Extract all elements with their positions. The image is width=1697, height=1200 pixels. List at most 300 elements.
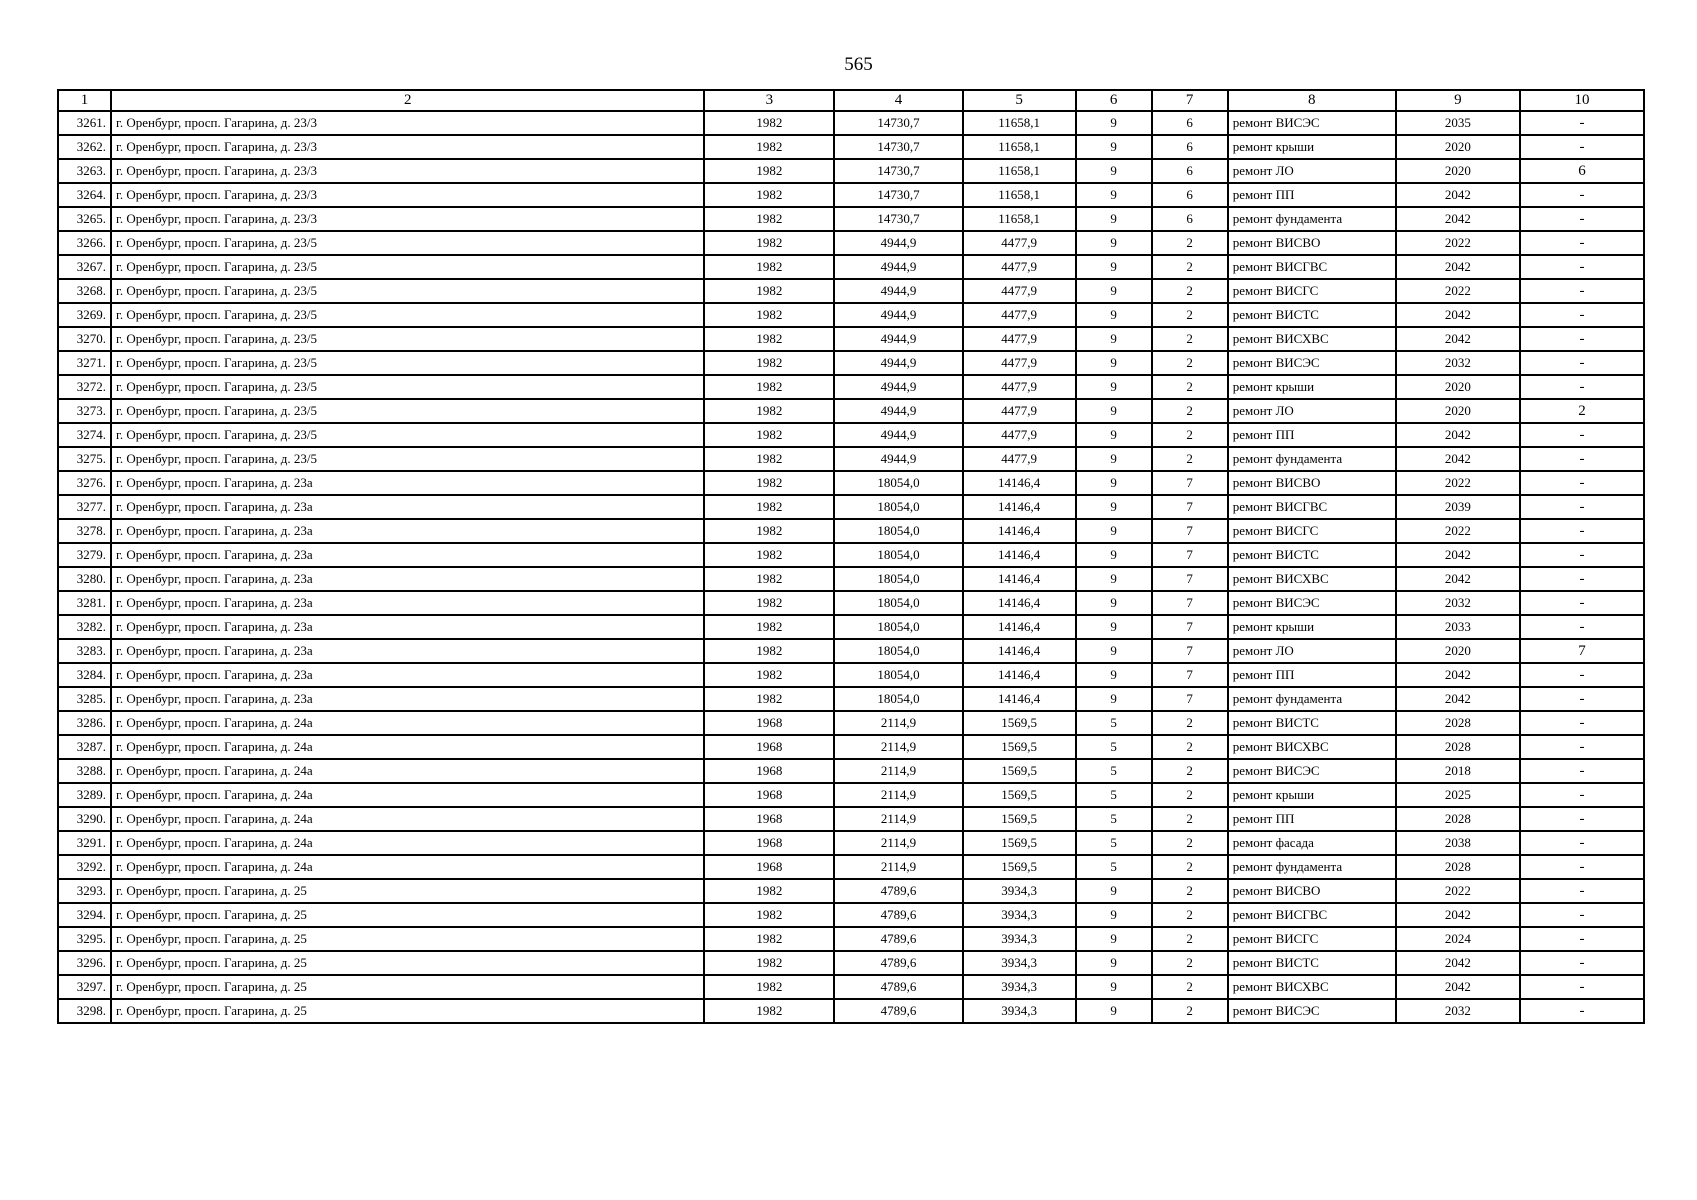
living-area-cell: 3934,3 xyxy=(963,975,1076,999)
work-type-cell: ремонт ВИСХВС xyxy=(1228,975,1396,999)
address-cell: г. Оренбург, просп. Гагарина, д. 24а xyxy=(111,759,704,783)
table-row xyxy=(58,927,1644,951)
row-number-cell: 3281. xyxy=(58,591,111,615)
living-area-cell: 4477,9 xyxy=(963,303,1076,327)
entrances-cell: 2 xyxy=(1152,951,1228,975)
address-cell: г. Оренбург, просп. Гагарина, д. 25 xyxy=(111,951,704,975)
plan-year-cell: 2032 xyxy=(1396,999,1520,1023)
row-number-cell: 3279. xyxy=(58,543,111,567)
table-row xyxy=(58,135,1644,159)
floors-cell: 9 xyxy=(1076,423,1152,447)
total-area-cell: 4789,6 xyxy=(834,879,962,903)
total-area-cell: 2114,9 xyxy=(834,807,962,831)
total-area-cell: 14730,7 xyxy=(834,135,962,159)
plan-year-cell: 2042 xyxy=(1396,327,1520,351)
living-area-cell: 1569,5 xyxy=(963,783,1076,807)
col10-cell: - xyxy=(1520,663,1644,687)
work-type-cell: ремонт ВИСЭС xyxy=(1228,351,1396,375)
entrances-cell: 6 xyxy=(1152,207,1228,231)
capital-repair-table xyxy=(57,89,1645,1024)
row-number-cell: 3278. xyxy=(58,519,111,543)
work-type-cell: ремонт ВИСХВС xyxy=(1228,327,1396,351)
col10-cell: - xyxy=(1520,735,1644,759)
col10-cell: - xyxy=(1520,951,1644,975)
total-area-cell: 4789,6 xyxy=(834,975,962,999)
work-type-cell: ремонт фундамента xyxy=(1228,447,1396,471)
row-number-cell: 3271. xyxy=(58,351,111,375)
total-area-cell: 4789,6 xyxy=(834,999,962,1023)
floors-cell: 9 xyxy=(1076,207,1152,231)
row-number-cell: 3286. xyxy=(58,711,111,735)
entrances-cell: 2 xyxy=(1152,279,1228,303)
living-area-cell: 11658,1 xyxy=(963,183,1076,207)
table-row xyxy=(58,351,1644,375)
col10-cell: 2 xyxy=(1520,399,1644,423)
plan-year-cell: 2020 xyxy=(1396,159,1520,183)
floors-cell: 9 xyxy=(1076,543,1152,567)
col10-cell: 7 xyxy=(1520,639,1644,663)
address-cell: г. Оренбург, просп. Гагарина, д. 23а xyxy=(111,639,704,663)
living-area-cell: 4477,9 xyxy=(963,351,1076,375)
col10-cell: - xyxy=(1520,279,1644,303)
work-type-cell: ремонт ВИСЭС xyxy=(1228,111,1396,135)
col10-cell: - xyxy=(1520,231,1644,255)
year-cell: 1968 xyxy=(704,759,834,783)
address-cell: г. Оренбург, просп. Гагарина, д. 23а xyxy=(111,663,704,687)
address-cell: г. Оренбург, просп. Гагарина, д. 23/5 xyxy=(111,447,704,471)
address-cell: г. Оренбург, просп. Гагарина, д. 25 xyxy=(111,999,704,1023)
plan-year-cell: 2028 xyxy=(1396,735,1520,759)
col10-cell: - xyxy=(1520,111,1644,135)
floors-cell: 9 xyxy=(1076,879,1152,903)
floors-cell: 9 xyxy=(1076,951,1152,975)
entrances-cell: 6 xyxy=(1152,183,1228,207)
entrances-cell: 2 xyxy=(1152,855,1228,879)
total-area-cell: 4944,9 xyxy=(834,423,962,447)
entrances-cell: 2 xyxy=(1152,423,1228,447)
row-number-cell: 3274. xyxy=(58,423,111,447)
total-area-cell: 4944,9 xyxy=(834,327,962,351)
entrances-cell: 7 xyxy=(1152,567,1228,591)
year-cell: 1982 xyxy=(704,687,834,711)
living-area-cell: 4477,9 xyxy=(963,231,1076,255)
total-area-cell: 18054,0 xyxy=(834,663,962,687)
plan-year-cell: 2022 xyxy=(1396,879,1520,903)
entrances-cell: 2 xyxy=(1152,351,1228,375)
table-row xyxy=(58,975,1644,999)
col10-cell: - xyxy=(1520,687,1644,711)
table-row xyxy=(58,831,1644,855)
work-type-cell: ремонт ВИСТС xyxy=(1228,543,1396,567)
col10-cell: - xyxy=(1520,519,1644,543)
address-cell: г. Оренбург, просп. Гагарина, д. 25 xyxy=(111,927,704,951)
entrances-cell: 2 xyxy=(1152,375,1228,399)
table-row xyxy=(58,759,1644,783)
entrances-cell: 2 xyxy=(1152,879,1228,903)
work-type-cell: ремонт ВИСГВС xyxy=(1228,495,1396,519)
year-cell: 1982 xyxy=(704,447,834,471)
table-row xyxy=(58,783,1644,807)
living-area-cell: 14146,4 xyxy=(963,639,1076,663)
year-cell: 1982 xyxy=(704,495,834,519)
work-type-cell: ремонт ВИСГС xyxy=(1228,927,1396,951)
living-area-cell: 4477,9 xyxy=(963,447,1076,471)
work-type-cell: ремонт ВИСТС xyxy=(1228,951,1396,975)
living-area-cell: 11658,1 xyxy=(963,159,1076,183)
table-row xyxy=(58,207,1644,231)
work-type-cell: ремонт фундамента xyxy=(1228,207,1396,231)
work-type-cell: ремонт ВИСВО xyxy=(1228,879,1396,903)
address-cell: г. Оренбург, просп. Гагарина, д. 24а xyxy=(111,735,704,759)
row-number-cell: 3276. xyxy=(58,471,111,495)
year-cell: 1982 xyxy=(704,207,834,231)
plan-year-cell: 2038 xyxy=(1396,831,1520,855)
work-type-cell: ремонт ВИСТС xyxy=(1228,303,1396,327)
work-type-cell: ремонт ПП xyxy=(1228,663,1396,687)
plan-year-cell: 2042 xyxy=(1396,255,1520,279)
row-number-cell: 3287. xyxy=(58,735,111,759)
plan-year-cell: 2032 xyxy=(1396,591,1520,615)
row-number-cell: 3268. xyxy=(58,279,111,303)
living-area-cell: 1569,5 xyxy=(963,759,1076,783)
column-header-10: 10 xyxy=(1520,90,1644,111)
living-area-cell: 11658,1 xyxy=(963,207,1076,231)
row-number-cell: 3267. xyxy=(58,255,111,279)
total-area-cell: 18054,0 xyxy=(834,591,962,615)
year-cell: 1982 xyxy=(704,663,834,687)
table-row xyxy=(58,471,1644,495)
entrances-cell: 2 xyxy=(1152,999,1228,1023)
living-area-cell: 3934,3 xyxy=(963,999,1076,1023)
total-area-cell: 4789,6 xyxy=(834,927,962,951)
row-number-cell: 3285. xyxy=(58,687,111,711)
col10-cell: - xyxy=(1520,855,1644,879)
col10-cell: - xyxy=(1520,783,1644,807)
living-area-cell: 1569,5 xyxy=(963,807,1076,831)
work-type-cell: ремонт ПП xyxy=(1228,423,1396,447)
entrances-cell: 2 xyxy=(1152,927,1228,951)
plan-year-cell: 2042 xyxy=(1396,663,1520,687)
total-area-cell: 14730,7 xyxy=(834,207,962,231)
work-type-cell: ремонт ВИСХВС xyxy=(1228,735,1396,759)
floors-cell: 9 xyxy=(1076,375,1152,399)
row-number-cell: 3263. xyxy=(58,159,111,183)
row-number-cell: 3262. xyxy=(58,135,111,159)
address-cell: г. Оренбург, просп. Гагарина, д. 23/5 xyxy=(111,255,704,279)
living-area-cell: 4477,9 xyxy=(963,279,1076,303)
floors-cell: 9 xyxy=(1076,903,1152,927)
entrances-cell: 2 xyxy=(1152,327,1228,351)
total-area-cell: 4944,9 xyxy=(834,255,962,279)
year-cell: 1982 xyxy=(704,231,834,255)
row-number-cell: 3280. xyxy=(58,567,111,591)
living-area-cell: 1569,5 xyxy=(963,735,1076,759)
floors-cell: 5 xyxy=(1076,735,1152,759)
year-cell: 1982 xyxy=(704,543,834,567)
year-cell: 1968 xyxy=(704,711,834,735)
living-area-cell: 14146,4 xyxy=(963,567,1076,591)
entrances-cell: 2 xyxy=(1152,903,1228,927)
living-area-cell: 14146,4 xyxy=(963,495,1076,519)
address-cell: г. Оренбург, просп. Гагарина, д. 23/5 xyxy=(111,279,704,303)
floors-cell: 9 xyxy=(1076,159,1152,183)
plan-year-cell: 2018 xyxy=(1396,759,1520,783)
year-cell: 1982 xyxy=(704,327,834,351)
work-type-cell: ремонт крыши xyxy=(1228,783,1396,807)
floors-cell: 9 xyxy=(1076,495,1152,519)
total-area-cell: 4944,9 xyxy=(834,375,962,399)
floors-cell: 5 xyxy=(1076,807,1152,831)
address-cell: г. Оренбург, просп. Гагарина, д. 23/3 xyxy=(111,111,704,135)
address-cell: г. Оренбург, просп. Гагарина, д. 24а xyxy=(111,855,704,879)
work-type-cell: ремонт ВИСВО xyxy=(1228,471,1396,495)
total-area-cell: 18054,0 xyxy=(834,615,962,639)
plan-year-cell: 2033 xyxy=(1396,615,1520,639)
floors-cell: 9 xyxy=(1076,279,1152,303)
plan-year-cell: 2042 xyxy=(1396,687,1520,711)
work-type-cell: ремонт ПП xyxy=(1228,807,1396,831)
living-area-cell: 3934,3 xyxy=(963,951,1076,975)
entrances-cell: 2 xyxy=(1152,399,1228,423)
floors-cell: 9 xyxy=(1076,471,1152,495)
table-row xyxy=(58,375,1644,399)
living-area-cell: 4477,9 xyxy=(963,375,1076,399)
floors-cell: 9 xyxy=(1076,567,1152,591)
address-cell: г. Оренбург, просп. Гагарина, д. 24а xyxy=(111,783,704,807)
living-area-cell: 4477,9 xyxy=(963,255,1076,279)
floors-cell: 9 xyxy=(1076,687,1152,711)
year-cell: 1982 xyxy=(704,519,834,543)
floors-cell: 9 xyxy=(1076,663,1152,687)
year-cell: 1968 xyxy=(704,831,834,855)
row-number-cell: 3288. xyxy=(58,759,111,783)
year-cell: 1982 xyxy=(704,879,834,903)
address-cell: г. Оренбург, просп. Гагарина, д. 23/3 xyxy=(111,159,704,183)
col10-cell: - xyxy=(1520,471,1644,495)
plan-year-cell: 2028 xyxy=(1396,807,1520,831)
total-area-cell: 4944,9 xyxy=(834,351,962,375)
floors-cell: 9 xyxy=(1076,303,1152,327)
table-row xyxy=(58,879,1644,903)
entrances-cell: 7 xyxy=(1152,519,1228,543)
year-cell: 1982 xyxy=(704,375,834,399)
table-row xyxy=(58,495,1644,519)
year-cell: 1982 xyxy=(704,975,834,999)
year-cell: 1982 xyxy=(704,159,834,183)
col10-cell: - xyxy=(1520,567,1644,591)
floors-cell: 9 xyxy=(1076,111,1152,135)
total-area-cell: 2114,9 xyxy=(834,711,962,735)
work-type-cell: ремонт ПП xyxy=(1228,183,1396,207)
total-area-cell: 4789,6 xyxy=(834,951,962,975)
work-type-cell: ремонт крыши xyxy=(1228,615,1396,639)
plan-year-cell: 2020 xyxy=(1396,639,1520,663)
col10-cell: - xyxy=(1520,975,1644,999)
living-area-cell: 3934,3 xyxy=(963,879,1076,903)
table-row xyxy=(58,543,1644,567)
work-type-cell: ремонт фундамента xyxy=(1228,855,1396,879)
floors-cell: 9 xyxy=(1076,927,1152,951)
year-cell: 1982 xyxy=(704,135,834,159)
plan-year-cell: 2024 xyxy=(1396,927,1520,951)
table-row xyxy=(58,615,1644,639)
col10-cell: - xyxy=(1520,375,1644,399)
work-type-cell: ремонт ВИСГВС xyxy=(1228,903,1396,927)
total-area-cell: 18054,0 xyxy=(834,543,962,567)
total-area-cell: 4944,9 xyxy=(834,279,962,303)
col10-cell: - xyxy=(1520,255,1644,279)
plan-year-cell: 2042 xyxy=(1396,447,1520,471)
year-cell: 1982 xyxy=(704,999,834,1023)
address-cell: г. Оренбург, просп. Гагарина, д. 23/5 xyxy=(111,231,704,255)
work-type-cell: ремонт ЛО xyxy=(1228,639,1396,663)
living-area-cell: 14146,4 xyxy=(963,591,1076,615)
floors-cell: 9 xyxy=(1076,519,1152,543)
plan-year-cell: 2042 xyxy=(1396,183,1520,207)
floors-cell: 5 xyxy=(1076,783,1152,807)
floors-cell: 9 xyxy=(1076,327,1152,351)
table-row xyxy=(58,111,1644,135)
address-cell: г. Оренбург, просп. Гагарина, д. 25 xyxy=(111,879,704,903)
address-cell: г. Оренбург, просп. Гагарина, д. 24а xyxy=(111,807,704,831)
work-type-cell: ремонт ВИСГС xyxy=(1228,279,1396,303)
total-area-cell: 14730,7 xyxy=(834,183,962,207)
total-area-cell: 2114,9 xyxy=(834,735,962,759)
row-number-cell: 3293. xyxy=(58,879,111,903)
table-row xyxy=(58,159,1644,183)
work-type-cell: ремонт ВИСЭС xyxy=(1228,759,1396,783)
floors-cell: 9 xyxy=(1076,255,1152,279)
plan-year-cell: 2032 xyxy=(1396,351,1520,375)
column-header-7: 7 xyxy=(1152,90,1228,111)
living-area-cell: 3934,3 xyxy=(963,927,1076,951)
plan-year-cell: 2025 xyxy=(1396,783,1520,807)
table-row xyxy=(58,711,1644,735)
table-row xyxy=(58,231,1644,255)
col10-cell: - xyxy=(1520,351,1644,375)
entrances-cell: 2 xyxy=(1152,447,1228,471)
work-type-cell: ремонт ВИСГС xyxy=(1228,519,1396,543)
address-cell: г. Оренбург, просп. Гагарина, д. 23а xyxy=(111,687,704,711)
total-area-cell: 18054,0 xyxy=(834,495,962,519)
floors-cell: 9 xyxy=(1076,591,1152,615)
row-number-cell: 3290. xyxy=(58,807,111,831)
year-cell: 1982 xyxy=(704,279,834,303)
work-type-cell: ремонт ВИСЭС xyxy=(1228,591,1396,615)
address-cell: г. Оренбург, просп. Гагарина, д. 23/5 xyxy=(111,327,704,351)
address-cell: г. Оренбург, просп. Гагарина, д. 23/3 xyxy=(111,135,704,159)
total-area-cell: 18054,0 xyxy=(834,567,962,591)
living-area-cell: 4477,9 xyxy=(963,327,1076,351)
work-type-cell: ремонт крыши xyxy=(1228,135,1396,159)
column-header-8: 8 xyxy=(1228,90,1396,111)
address-cell: г. Оренбург, просп. Гагарина, д. 23/5 xyxy=(111,351,704,375)
work-type-cell: ремонт ЛО xyxy=(1228,159,1396,183)
row-number-cell: 3294. xyxy=(58,903,111,927)
year-cell: 1982 xyxy=(704,567,834,591)
col10-cell: - xyxy=(1520,711,1644,735)
year-cell: 1982 xyxy=(704,639,834,663)
address-cell: г. Оренбург, просп. Гагарина, д. 25 xyxy=(111,975,704,999)
year-cell: 1982 xyxy=(704,303,834,327)
table-row xyxy=(58,855,1644,879)
total-area-cell: 2114,9 xyxy=(834,855,962,879)
col10-cell: - xyxy=(1520,183,1644,207)
floors-cell: 5 xyxy=(1076,759,1152,783)
work-type-cell: ремонт фундамента xyxy=(1228,687,1396,711)
entrances-cell: 7 xyxy=(1152,663,1228,687)
year-cell: 1968 xyxy=(704,735,834,759)
entrances-cell: 6 xyxy=(1152,135,1228,159)
year-cell: 1982 xyxy=(704,615,834,639)
row-number-cell: 3282. xyxy=(58,615,111,639)
entrances-cell: 7 xyxy=(1152,591,1228,615)
col10-cell: - xyxy=(1520,327,1644,351)
table-row xyxy=(58,567,1644,591)
living-area-cell: 3934,3 xyxy=(963,903,1076,927)
address-cell: г. Оренбург, просп. Гагарина, д. 25 xyxy=(111,903,704,927)
table-row xyxy=(58,687,1644,711)
entrances-cell: 7 xyxy=(1152,687,1228,711)
living-area-cell: 14146,4 xyxy=(963,615,1076,639)
year-cell: 1982 xyxy=(704,951,834,975)
entrances-cell: 7 xyxy=(1152,639,1228,663)
address-cell: г. Оренбург, просп. Гагарина, д. 24а xyxy=(111,831,704,855)
total-area-cell: 2114,9 xyxy=(834,759,962,783)
floors-cell: 9 xyxy=(1076,231,1152,255)
address-cell: г. Оренбург, просп. Гагарина, д. 23а xyxy=(111,567,704,591)
living-area-cell: 14146,4 xyxy=(963,687,1076,711)
row-number-cell: 3283. xyxy=(58,639,111,663)
entrances-cell: 2 xyxy=(1152,831,1228,855)
table-row xyxy=(58,303,1644,327)
floors-cell: 5 xyxy=(1076,831,1152,855)
address-cell: г. Оренбург, просп. Гагарина, д. 23/5 xyxy=(111,423,704,447)
address-cell: г. Оренбург, просп. Гагарина, д. 23а xyxy=(111,495,704,519)
work-type-cell: ремонт ВИСГВС xyxy=(1228,255,1396,279)
row-number-cell: 3273. xyxy=(58,399,111,423)
row-number-cell: 3298. xyxy=(58,999,111,1023)
plan-year-cell: 2042 xyxy=(1396,303,1520,327)
entrances-cell: 2 xyxy=(1152,255,1228,279)
work-type-cell: ремонт ВИСВО xyxy=(1228,231,1396,255)
plan-year-cell: 2020 xyxy=(1396,399,1520,423)
plan-year-cell: 2022 xyxy=(1396,519,1520,543)
table-row xyxy=(58,519,1644,543)
total-area-cell: 18054,0 xyxy=(834,687,962,711)
column-header-3: 3 xyxy=(704,90,834,111)
entrances-cell: 2 xyxy=(1152,975,1228,999)
total-area-cell: 18054,0 xyxy=(834,519,962,543)
total-area-cell: 2114,9 xyxy=(834,831,962,855)
total-area-cell: 4944,9 xyxy=(834,231,962,255)
living-area-cell: 4477,9 xyxy=(963,399,1076,423)
total-area-cell: 4944,9 xyxy=(834,447,962,471)
living-area-cell: 14146,4 xyxy=(963,663,1076,687)
plan-year-cell: 2042 xyxy=(1396,423,1520,447)
column-header-4: 4 xyxy=(834,90,962,111)
col10-cell: - xyxy=(1520,423,1644,447)
entrances-cell: 2 xyxy=(1152,303,1228,327)
col10-cell: - xyxy=(1520,303,1644,327)
row-number-cell: 3272. xyxy=(58,375,111,399)
plan-year-cell: 2022 xyxy=(1396,279,1520,303)
plan-year-cell: 2022 xyxy=(1396,471,1520,495)
col10-cell: - xyxy=(1520,495,1644,519)
entrances-cell: 7 xyxy=(1152,543,1228,567)
work-type-cell: ремонт ВИСТС xyxy=(1228,711,1396,735)
address-cell: г. Оренбург, просп. Гагарина, д. 23/5 xyxy=(111,303,704,327)
